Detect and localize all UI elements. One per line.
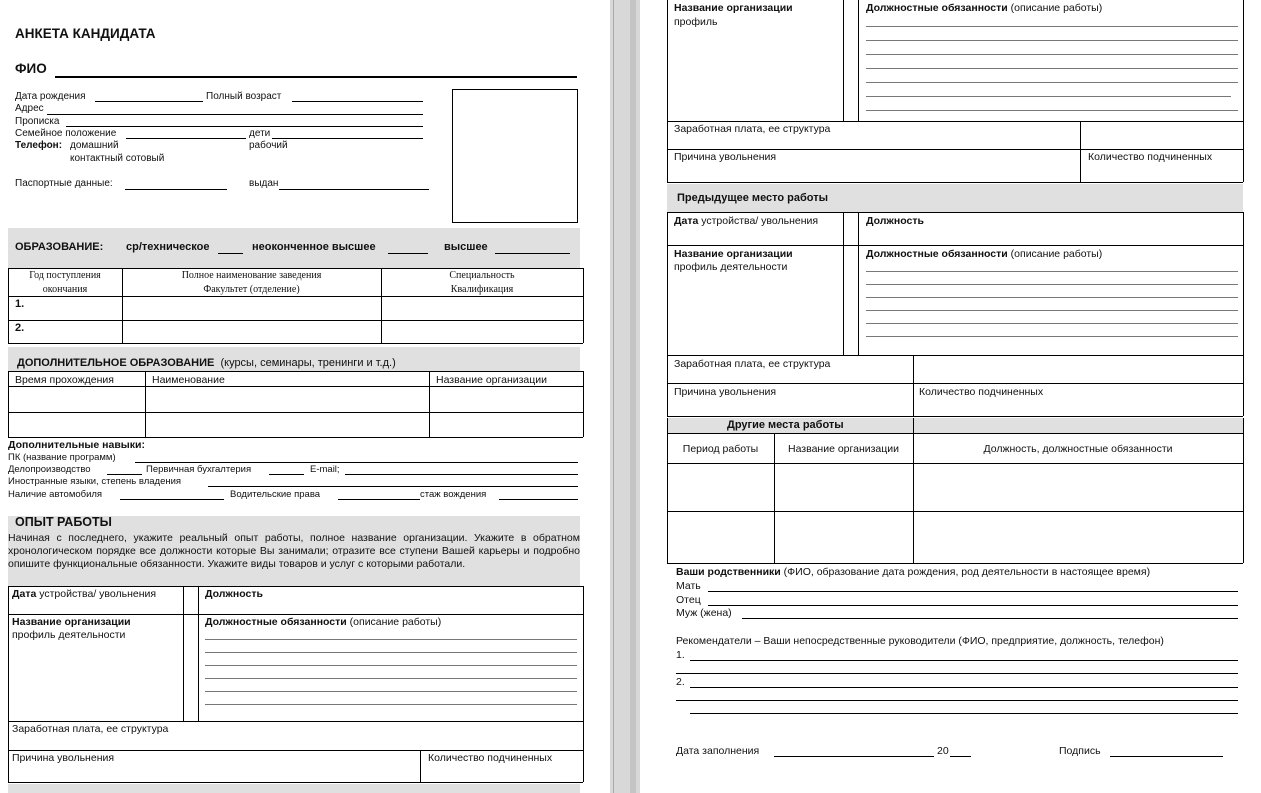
previous-salary-label: Заработная плата, ее структура: [674, 358, 831, 370]
skills-car-field[interactable]: [120, 499, 224, 500]
issued-label: выдан: [249, 178, 279, 189]
registration-field[interactable]: [66, 126, 423, 127]
work-salary-label: Заработная плата, ее структура: [12, 723, 169, 735]
additional-education-header: ДОПОЛНИТЕЛЬНОЕ ОБРАЗОВАНИЕ (курсы, семинары, тренинги и т.д.): [17, 357, 396, 369]
skills-records-field[interactable]: [107, 474, 142, 475]
edu-col-specialty-2: Квалификация: [450, 284, 514, 295]
fill-year-label: 20: [937, 745, 949, 757]
work-duties-label: Должностные обязанности (описание работы): [205, 616, 442, 628]
references-label: Рекомендатели – Ваши непосредственные руководители (ФИО, предприятие, должность, телефон): [676, 635, 1164, 647]
skills-accounting-field[interactable]: [269, 474, 304, 475]
edu-row-1: 1.: [15, 298, 25, 310]
relatives-spouse-field[interactable]: [742, 618, 1238, 619]
page-left: [0, 0, 610, 793]
references-field-1a[interactable]: [690, 660, 1238, 661]
previous-subordinates-label: Количество подчиненных: [919, 386, 1044, 398]
work-subordinates-label: Количество подчиненных: [428, 752, 553, 764]
previous-org-profile-label: профиль деятельности: [674, 261, 788, 273]
skills-license-label: Водительские права: [230, 489, 321, 500]
work-org-name-label: Название организации: [12, 616, 131, 628]
photo-box[interactable]: [452, 89, 578, 223]
education-opt-incomplete-field[interactable]: [388, 253, 428, 254]
work-position-label: Должность: [205, 588, 263, 600]
references-n2: 2.: [676, 676, 685, 688]
relatives-spouse-label: Муж (жена): [676, 607, 732, 619]
marital-field[interactable]: [126, 138, 246, 139]
edu-col-institution-1: Полное наименование заведения: [181, 270, 322, 281]
fio-field[interactable]: [55, 76, 577, 78]
top-org-name-label: Название организации: [674, 2, 793, 14]
references-field-2c[interactable]: [690, 713, 1238, 714]
previous-dates-label: Дата устройства/ увольнения: [674, 215, 819, 227]
previous-label: Предыдущее место работы: [677, 192, 829, 204]
education-label: ОБРАЗОВАНИЕ:: [15, 241, 104, 253]
edu-col-year-1: Год поступления: [29, 270, 101, 281]
fill-year-field[interactable]: [950, 756, 971, 757]
work-org-profile-label: профиль деятельности: [12, 629, 126, 641]
registration-label: Прописка: [15, 116, 60, 127]
top-salary-label: Заработная плата, ее структура: [674, 123, 831, 135]
skills-languages-field[interactable]: [208, 486, 578, 487]
children-label: дети: [249, 128, 271, 139]
fill-date-field[interactable]: [774, 756, 934, 757]
education-opt-technical-field[interactable]: [218, 253, 243, 254]
references-field-1b[interactable]: [676, 673, 1238, 674]
skills-languages-label: Иностранные языки, степень владения: [8, 476, 182, 487]
work-footer-bg: [8, 784, 580, 793]
other-col-org: Название организации: [787, 443, 900, 455]
edu-col-year-2: окончания: [42, 284, 88, 295]
top-duties-label: Должностные обязанности (описание работы): [866, 2, 1103, 14]
relatives-header: Ваши родственники (ФИО, образование дата рождения, род деятельности в настоящее время): [676, 566, 1151, 578]
edu-row-2: 2.: [15, 322, 25, 334]
work-instructions: Начиная с последнего, укажите реальный опыт работы, полное название организации. Укажите в обратном хронологическом порядке все должности которые Вы занимали; отразите все ступени Вашей карьеры и подробно опишите функциональные обязанности. Укажите виды товаров и услуг с которыми работали.: [8, 532, 580, 570]
skills-car-label: Наличие автомобиля: [8, 489, 103, 500]
other-label: Другие места работы: [727, 419, 844, 431]
relatives-mother-label: Мать: [676, 580, 701, 592]
work-phone-label: рабочий: [249, 140, 288, 151]
education-opt-higher-field[interactable]: [495, 253, 570, 254]
address-field[interactable]: [47, 114, 423, 115]
references-n1: 1.: [676, 649, 685, 661]
page-right: [640, 0, 1261, 793]
other-col-period: Период работы: [682, 443, 759, 455]
references-field-2b[interactable]: [676, 700, 1238, 701]
fill-date-label: Дата заполнения: [676, 745, 760, 757]
education-opt-incomplete: неоконченное высшее: [252, 241, 376, 253]
previous-reason-label: Причина увольнения: [674, 386, 777, 398]
top-org-profile-label: профиль: [674, 16, 718, 28]
previous-position-label: Должность: [866, 215, 924, 227]
issued-field[interactable]: [279, 189, 429, 190]
page-gutter: [610, 0, 640, 793]
phone-label: Телефон:: [15, 140, 63, 151]
other-col-position: Должность, должностные обязанности: [983, 443, 1173, 455]
work-label: ОПЫТ РАБОТЫ: [15, 515, 112, 529]
children-field[interactable]: [272, 138, 423, 139]
dob-field[interactable]: [95, 101, 203, 102]
education-opt-technical: ср/техническое: [126, 241, 210, 253]
work-dates-label: Дата устройства/ увольнения: [12, 588, 157, 600]
passport-field[interactable]: [125, 189, 227, 190]
signature-field[interactable]: [1110, 756, 1223, 757]
skills-records-label: Делопроизводство: [8, 464, 91, 475]
relatives-father-field[interactable]: [708, 605, 1238, 606]
edu-col-specialty-1: Специальность: [449, 270, 515, 281]
relatives-father-label: Отец: [676, 594, 701, 606]
full-age-field[interactable]: [292, 101, 423, 102]
address-label: Адрес: [15, 103, 44, 114]
education-opt-higher: высшее: [444, 241, 488, 253]
add-edu-col-time: Время прохождения: [15, 374, 114, 386]
skills-email-label: E-mail;: [310, 464, 340, 475]
marital-label: Семейное положение: [15, 128, 117, 139]
dob-label: Дата рождения: [15, 91, 86, 102]
add-edu-col-org: Название организации: [436, 374, 548, 386]
skills-license-field[interactable]: [338, 499, 420, 500]
form-title: АНКЕТА КАНДИДАТА: [15, 26, 156, 41]
previous-duties-label: Должностные обязанности (описание работы): [866, 248, 1103, 260]
mobile-phone-label: контактный сотовый: [70, 153, 165, 164]
edu-col-institution-2: Факультет (отделение): [203, 284, 300, 295]
references-field-2a[interactable]: [690, 687, 1238, 688]
top-subordinates-label: Количество подчиненных: [1088, 151, 1213, 163]
top-reason-label: Причина увольнения: [674, 151, 777, 163]
relatives-mother-field[interactable]: [708, 591, 1238, 592]
skills-accounting-label: Первичная бухгалтерия: [146, 464, 252, 475]
skills-pc-field[interactable]: [135, 462, 578, 463]
previous-org-name-label: Название организации: [674, 248, 793, 260]
full-age-label: Полный возраст: [206, 91, 282, 102]
skills-email-field[interactable]: [345, 474, 578, 475]
signature-label: Подпись: [1059, 745, 1101, 757]
home-phone-label: домашний: [70, 140, 119, 151]
skills-experience-field[interactable]: [499, 499, 578, 500]
skills-pc-label: ПК (название программ): [8, 452, 116, 463]
add-edu-col-name: Наименование: [152, 374, 225, 386]
fio-label: ФИО: [15, 61, 47, 76]
work-reason-label: Причина увольнения: [12, 752, 115, 764]
passport-label: Паспортные данные:: [15, 178, 113, 189]
skills-experience-label: стаж вождения: [420, 489, 487, 500]
skills-label: Дополнительные навыки:: [8, 439, 145, 451]
